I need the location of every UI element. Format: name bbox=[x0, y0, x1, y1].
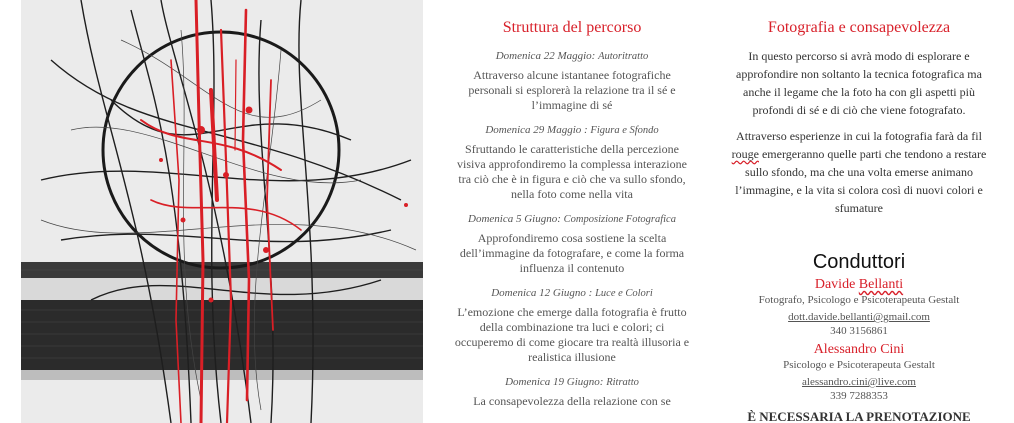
session-topic: Autoritratto bbox=[598, 51, 649, 62]
photography-title: Fotografia e consapevolezza bbox=[767, 19, 951, 36]
session-item bbox=[452, 212, 692, 276]
course-structure-column bbox=[452, 0, 692, 423]
conductor-role: Psicologo e Psicoterapeuta Gestalt bbox=[783, 359, 935, 371]
session-heading bbox=[452, 286, 692, 301]
session-heading bbox=[452, 49, 692, 64]
photography-column bbox=[728, 0, 990, 423]
conductor-name bbox=[728, 277, 990, 293]
photography-paragraph-1: In questo percorso si avrà modo di esplorare e approfondire non soltanto la tecnica fotografica ma anche il legame che la foto ha con gli aspetti più profondi di sé e di ciò che viene fotografato. bbox=[736, 49, 982, 117]
paragraph-text: emergeranno quelle parti che tendono a restare sullo sfondo, ma che una volta emerse animano l’immagine, e la vita si colora così di nuovi colori e sfumature bbox=[735, 147, 987, 215]
abstract-painting bbox=[21, 0, 423, 423]
session-description: La consapevolezza della relazione con se bbox=[473, 394, 671, 408]
session-heading bbox=[452, 375, 692, 390]
session-date: Domenica 19 Giugno: bbox=[505, 376, 604, 388]
conductor-first-name: Davide bbox=[814, 277, 859, 292]
session-heading bbox=[452, 212, 692, 227]
session-item bbox=[452, 123, 692, 202]
session-topic: Luce e Colori bbox=[595, 288, 653, 299]
artwork-image bbox=[21, 0, 423, 423]
conductor-role: Fotografo, Psicologo e Psicoterapeuta Gestalt bbox=[758, 294, 960, 306]
session-item bbox=[452, 375, 692, 409]
session-date: Domenica 12 Giugno : bbox=[491, 287, 593, 299]
conductor-last-name: Bellanti bbox=[858, 277, 904, 292]
session-description: Attraverso alcune istantanee fotografiche personali si esplorerà la relazione tra il sé e l’immagine di sé bbox=[468, 68, 676, 112]
session-date: Domenica 5 Giugno: bbox=[468, 213, 561, 225]
photography-paragraph-2 bbox=[728, 127, 990, 217]
session-heading bbox=[452, 123, 692, 138]
spellcheck-word: rouge bbox=[731, 147, 759, 161]
session-topic: Ritratto bbox=[606, 377, 639, 388]
conductors-title: Conduttori bbox=[812, 251, 906, 273]
booking-notice: È NECESSARIA LA PRENOTAZIONE bbox=[747, 409, 971, 423]
session-topic: Composizione Fotografica bbox=[563, 214, 676, 225]
paragraph-text: Attraverso esperienze in cui la fotografia farà da fil bbox=[736, 129, 982, 143]
conductor-email-link[interactable]: dott.davide.bellanti@gmail.com bbox=[788, 311, 930, 323]
conductor-phone: 340 3156861 bbox=[830, 325, 888, 337]
session-description: Approfondiremo cosa sostiene la scelta dell’immagine da fotografare, e come la forma influenza il contenuto bbox=[459, 231, 685, 275]
conductor-name bbox=[728, 342, 990, 358]
session-date: Domenica 22 Maggio: bbox=[495, 50, 596, 62]
conductor-item bbox=[728, 342, 990, 403]
conductor-first-name: Alessandro bbox=[813, 342, 881, 357]
session-description: L’emozione che emerge dalla fotografia è frutto della combinazione tra luci e colori; ci occuperemo di come giocare tra realtà illusoria e realistica illusione bbox=[454, 305, 690, 364]
session-item bbox=[452, 286, 692, 365]
conductor-email-link[interactable]: alessandro.cini@live.com bbox=[802, 376, 916, 388]
conductor-phone: 339 7288353 bbox=[830, 390, 888, 402]
conductor-item bbox=[728, 277, 990, 338]
conductor-last-name: Cini bbox=[880, 342, 905, 357]
session-date: Domenica 29 Maggio : bbox=[485, 124, 588, 136]
session-description: Sfruttando le caratteristiche della percezione visiva approfondiremo la complessa interazione tra ciò che è in figura e ciò che va sullo sfondo, nella foto come nella vita bbox=[457, 142, 687, 201]
session-topic: Figura e Sfondo bbox=[590, 125, 659, 136]
course-structure-title: Struttura del percorso bbox=[502, 19, 642, 36]
session-item bbox=[452, 49, 692, 113]
